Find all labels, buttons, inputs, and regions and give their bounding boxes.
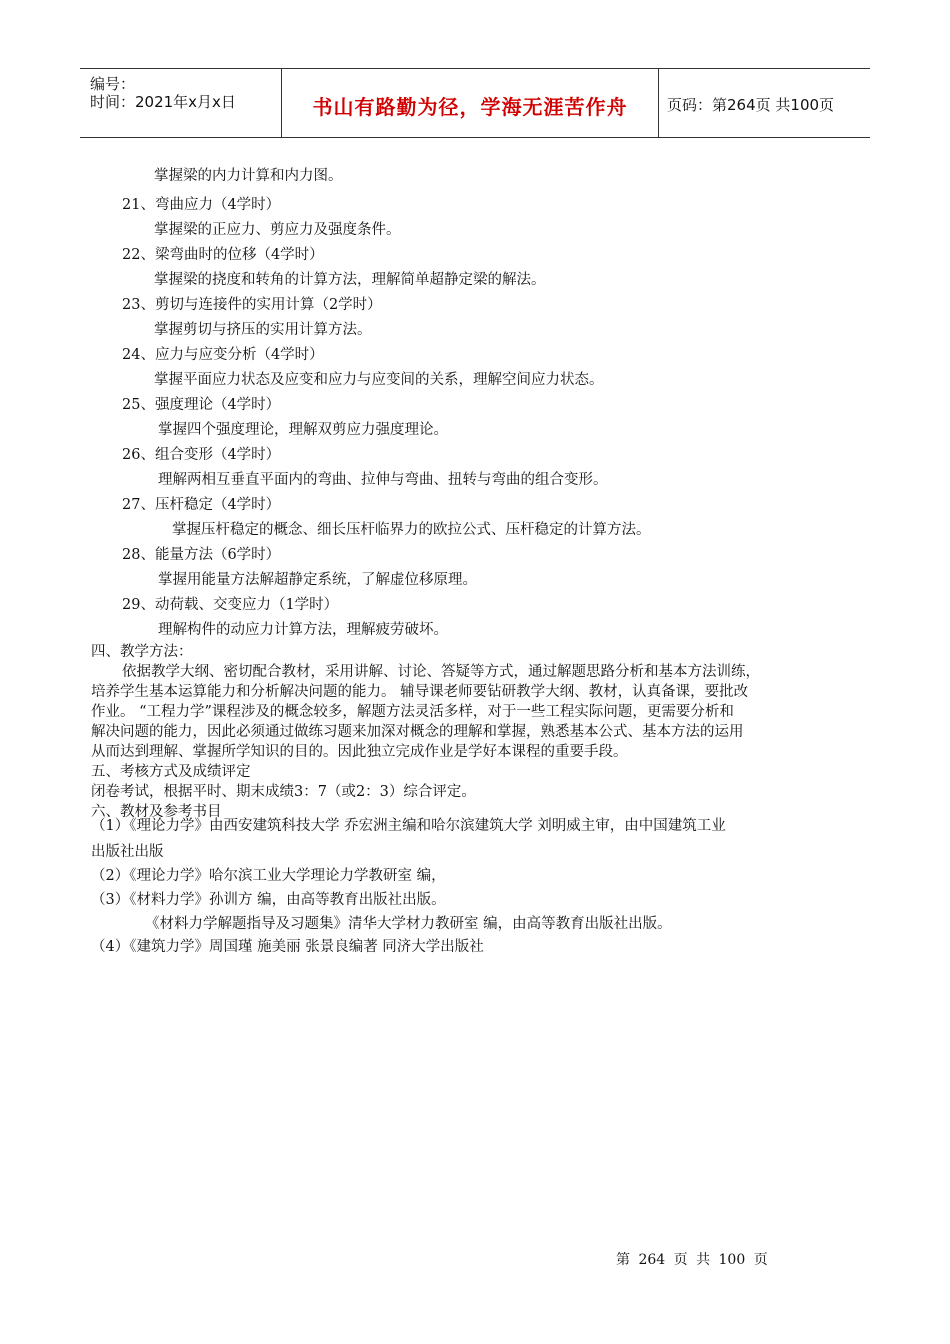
section-item-27: 27、压杆稳定（4学时） bbox=[122, 497, 281, 513]
page-header bbox=[80, 68, 870, 138]
section-item-21: 21、弯曲应力（4学时） bbox=[122, 197, 281, 213]
body-line: 掌握剪切与挤压的实用计算方法。 bbox=[154, 322, 372, 338]
body-line: 掌握平面应力状态及应变和应力与应变间的关系，理解空间应力状态。 bbox=[154, 372, 604, 388]
body-line: 掌握压杆稳定的概念、细长压杆临界力的欧拉公式、压杆稳定的计算方法。 bbox=[172, 522, 651, 538]
document-time-label: 时间：2021年x月x日 bbox=[90, 93, 236, 111]
reference-item: （3）《材料力学》孙训方 编，由高等教育出版社出版。 bbox=[91, 892, 446, 908]
section-item-23: 23、剪切与连接件的实用计算（2学时） bbox=[122, 297, 382, 313]
document-number-label: 编号： bbox=[90, 75, 136, 93]
body-line: 理解两相互垂直平面内的弯曲、拉伸与弯曲、扭转与弯曲的组合变形。 bbox=[158, 472, 608, 488]
body-line: 掌握梁的内力计算和内力图。 bbox=[154, 168, 343, 184]
reference-item: （2）《理论力学》哈尔滨工业大学理论力学教研室 编， bbox=[91, 868, 446, 884]
reference-item-continued: 出版社出版 bbox=[91, 844, 164, 860]
section-heading: 六、教材及参考书目 bbox=[91, 804, 222, 820]
section-item-28: 28、能量方法（6学时） bbox=[122, 547, 281, 563]
header-page-code: 页码：第264页 共100页 bbox=[667, 96, 835, 114]
header-slogan: 书山有路勤为径，学海无涯苦作舟 bbox=[312, 95, 628, 119]
reference-item: （4）《建筑力学》周国瑾 施美丽 张景良编著 同济大学出版社 bbox=[91, 939, 484, 955]
page-footer: 第 264 页 共 100 页 bbox=[616, 1252, 768, 1268]
header-page-cell bbox=[659, 69, 870, 137]
paragraph-line: 培养学生基本运算能力和分析解决问题的能力。 辅导课老师要钻研教学大纲、教材，认真备课，要批改 bbox=[91, 684, 749, 700]
body-line: 掌握四个强度理论，理解双剪应力强度理论。 bbox=[158, 422, 448, 438]
section-heading: 四、教学方法： bbox=[91, 644, 193, 660]
section-item-24: 24、应力与应变分析（4学时） bbox=[122, 347, 324, 363]
body-line: 掌握用能量方法解超静定系统，了解虚位移原理。 bbox=[158, 572, 477, 588]
header-slogan-cell bbox=[282, 69, 659, 137]
section-item-25: 25、强度理论（4学时） bbox=[122, 397, 281, 413]
reference-item: 《材料力学解题指导及习题集》清华大学材力教研室 编，由高等教育出版社出版。 bbox=[145, 916, 672, 932]
paragraph-line: 从而达到理解、掌握所学知识的目的。因此独立完成作业是学好本课程的重要手段。 bbox=[91, 744, 628, 760]
paragraph-line: 作业。 “工程力学”课程涉及的概念较多，解题方法灵活多样，对于一些工程实际问题，更需要分析和 bbox=[91, 704, 734, 720]
paragraph-line: 解决问题的能力，因此必须通过做练习题来加深对概念的理解和掌握，熟悉基本公式、基本方法的运用 bbox=[91, 724, 744, 740]
body-line: 理解构件的动应力计算方法，理解疲劳破坏。 bbox=[158, 622, 448, 638]
body-line: 掌握梁的正应力、剪应力及强度条件。 bbox=[154, 222, 401, 238]
reference-item: （1）《理论力学》由西安建筑科技大学 乔宏洲主编和哈尔滨建筑大学 刘明威主审，由中国建筑工业 bbox=[91, 818, 726, 834]
header-meta-cell bbox=[80, 69, 282, 137]
section-item-29: 29、动荷载、交变应力（1学时） bbox=[122, 597, 339, 613]
section-heading: 五、考核方式及成绩评定 bbox=[91, 764, 251, 780]
section-item-26: 26、组合变形（4学时） bbox=[122, 447, 281, 463]
body-line: 掌握梁的挠度和转角的计算方法，理解简单超静定梁的解法。 bbox=[154, 272, 546, 288]
paragraph-line: 依据教学大纲、密切配合教材，采用讲解、讨论、答疑等方式，通过解题思路分析和基本方法训练， bbox=[122, 664, 760, 680]
body-line: 闭卷考试，根据平时、期末成绩3：7（或2：3）综合评定。 bbox=[91, 784, 476, 800]
section-item-22: 22、梁弯曲时的位移（4学时） bbox=[122, 247, 324, 263]
